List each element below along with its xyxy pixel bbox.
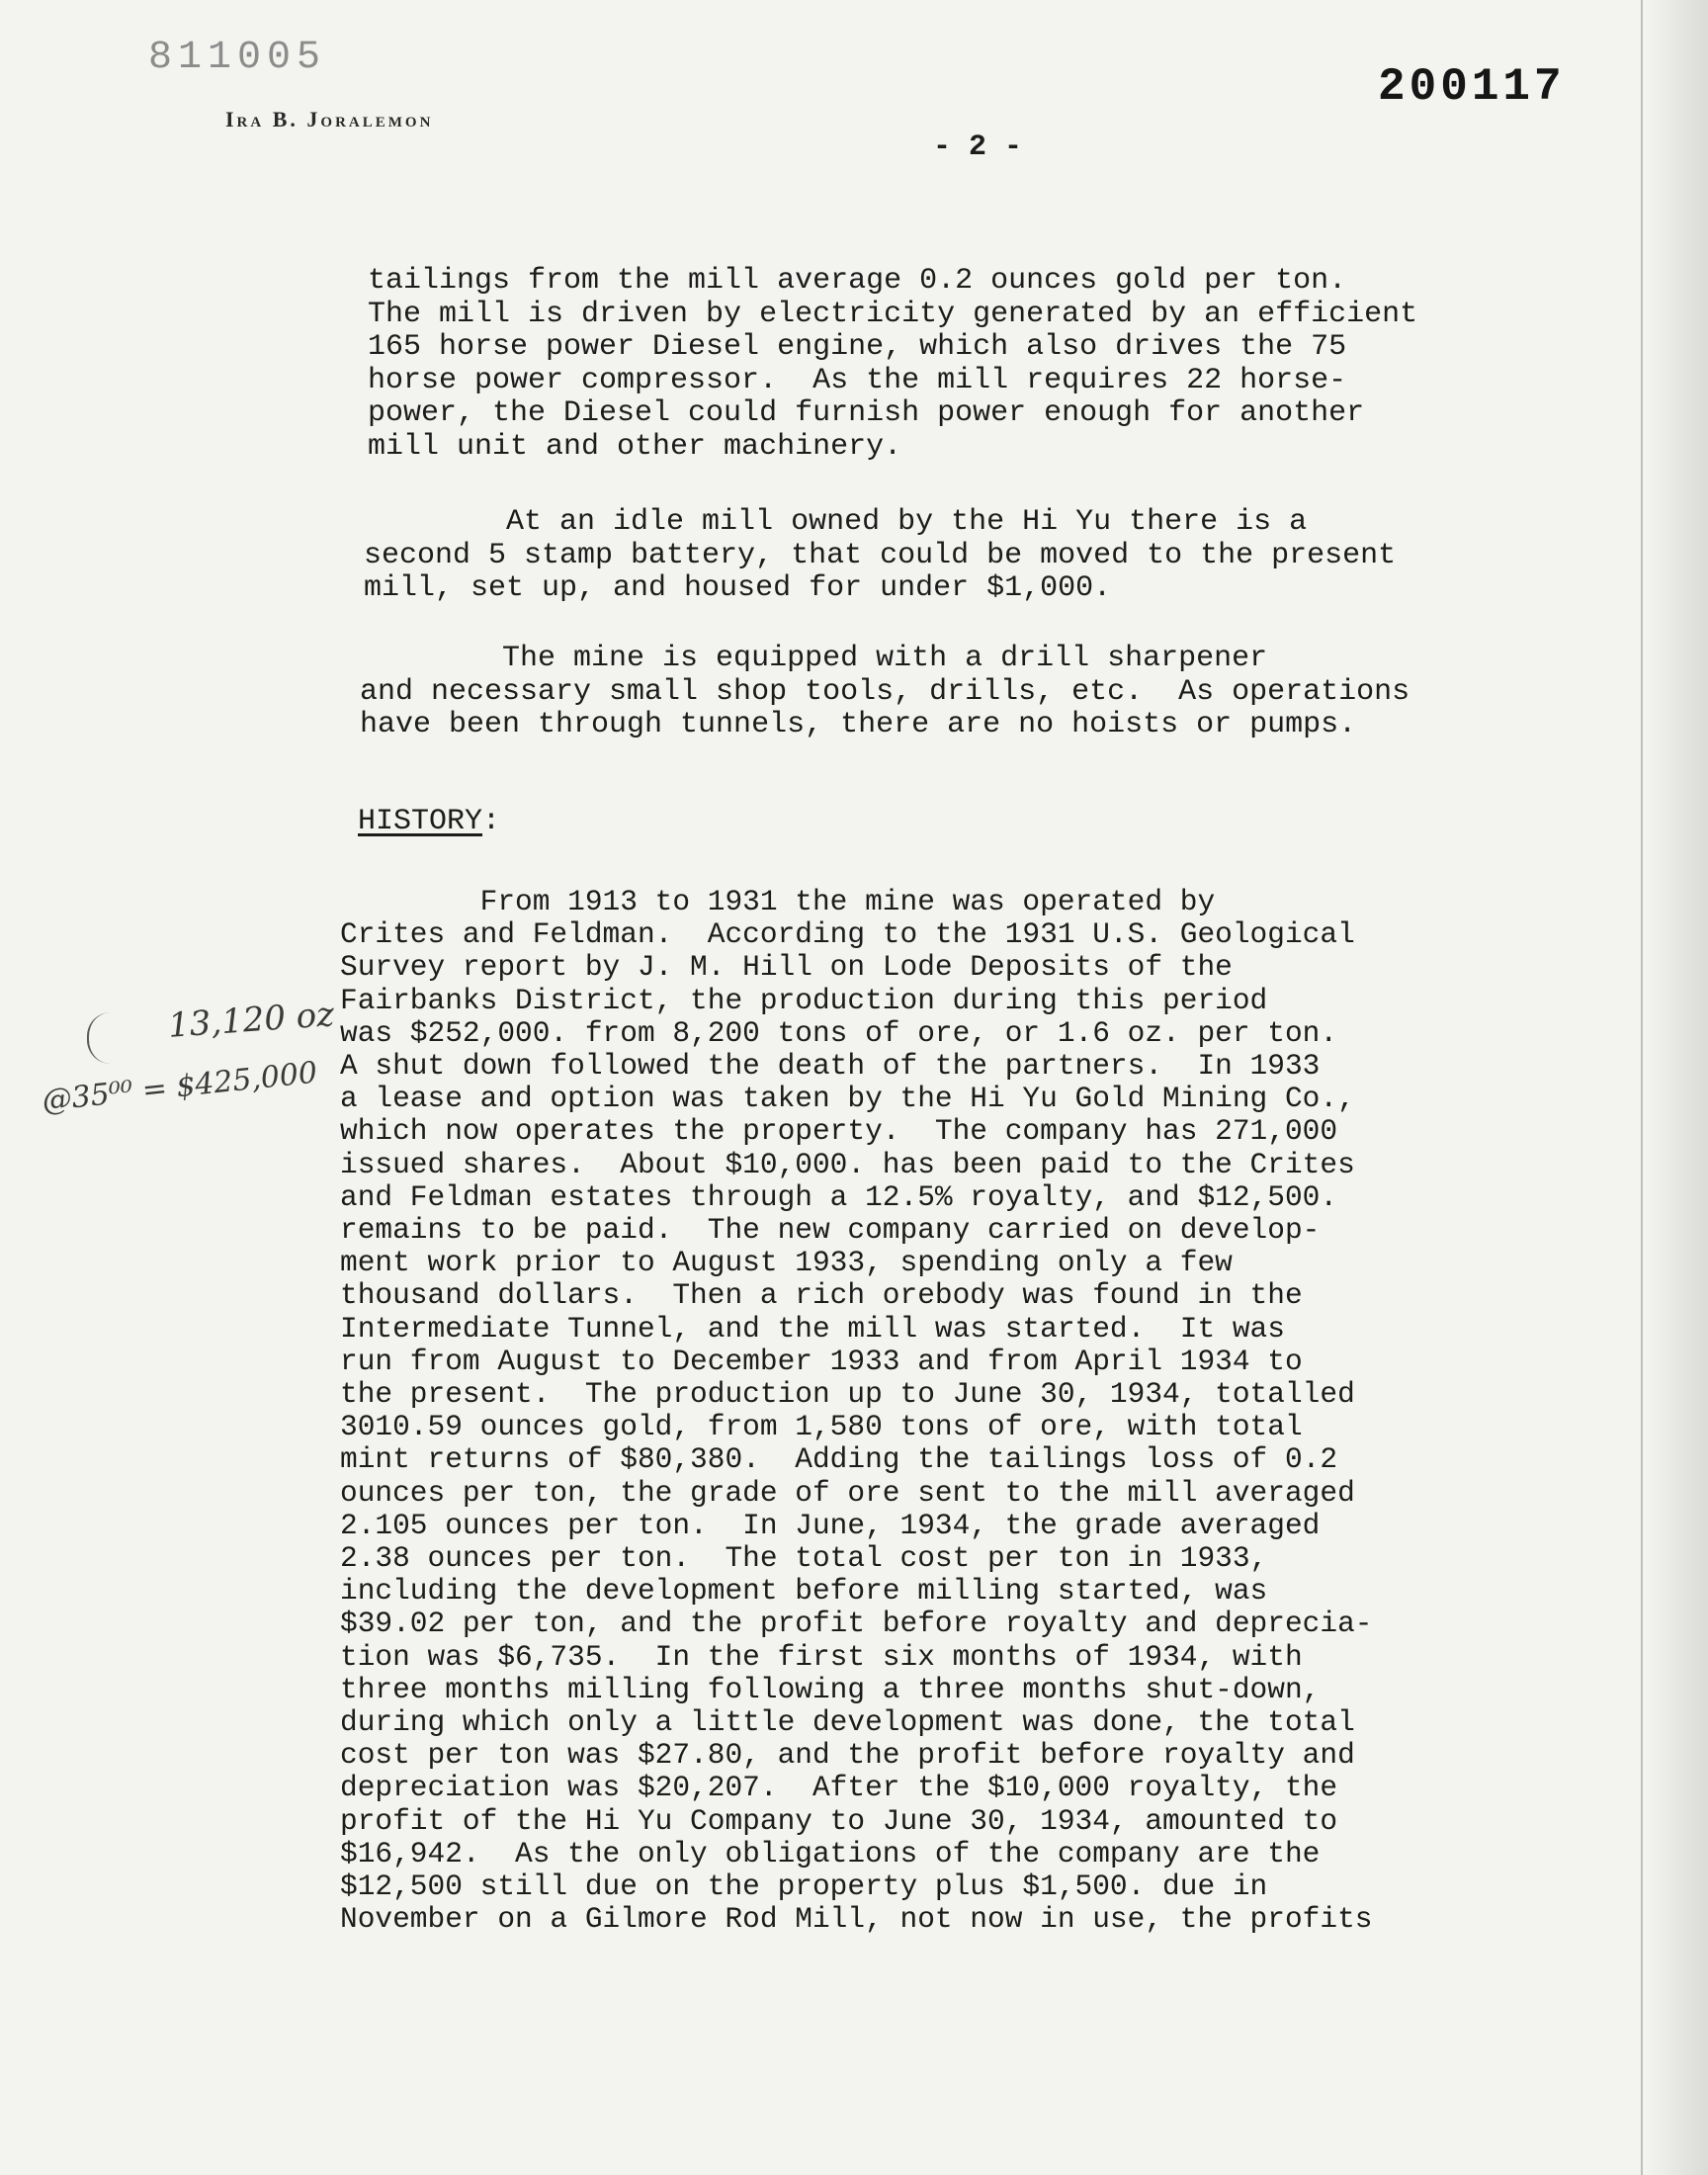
- history-heading-text: HISTORY: [358, 805, 483, 838]
- author-letterhead: Ira B. Joralemon: [225, 107, 434, 131]
- paragraph-history: From 1913 to 1931 the mine was operated by Crites and Feldman. According to the 1931 U.S. Geological Survey report by J. M. Hill on Lode Deposits of the Fairbanks District, the production during this period was $252,000. from 8,200 tons of ore, or 1.6 oz. per ton. A shut down followed the death of the partners. In 1933 a lease and option was taken by the Hi Yu Gold Mining Co., which now operates the property. The company has 271,000 issued shares. About $10,000. has been paid to the Crites and Feldman estates through a 12.5% royalty, and $12,500. remains to be paid. The new company carried on develop- ment work prior to August 1933, spending only a few thousand dollars. Then a rich orebody was found in the Intermediate Tunnel, and the mill was started. It was run from August to December 1933 and from April 1934 to the present. The production up to June 30, 1934, totalled 3010.59 ounces gold, from 1,580 tons of ore, with total mint returns of $80,380. Adding the tailings loss of 0.2 ounces per ton, the grade of ore sent to the mill averaged 2.105 ounces per ton. In June, 1934, the grade averaged 2.38 ounces per ton. The total cost per ton in 1933, including the development before milling started, was $39.02 per ton, and the profit before royalty and deprecia- tion was $6,735. In the first six months of 1934, with three months milling following a three months shut-down, during which only a little development was done, the total cost per ton was $27.80, and the profit before royalty and depreciation was $20,207. After the $10,000 royalty, the profit of the Hi Yu Company to June 30, 1934, amounted to $16,942. As the only obligations of the company are the $12,500 still due on the property plus $1,500. due in November on a Gilmore Rod Mill, not now in use, the profits: [340, 885, 1373, 1937]
- document-number: 200117: [1378, 61, 1566, 113]
- paragraph-mine-equipment: The mine is equipped with a drill sharpener and necessary small shop tools, drills, etc. As operations have been through tunnels, there are no hoists or pumps.: [360, 642, 1410, 741]
- paragraph-mill-power: tailings from the mill average 0.2 ounces gold per ton. The mill is driven by electricity generated by an efficient 165 horse power Diesel engine, which also drives the 75 horse power compressor. As the mill requires 22 horse- power, the Diesel could furnish power enough for another mill unit and other machinery.: [368, 264, 1418, 464]
- paragraph-idle-mill: At an idle mill owned by the Hi Yu there is a second 5 stamp battery, that could be moved to the present mill, set up, and housed for under $1,000.: [364, 505, 1397, 605]
- margin-note-value: @35⁰⁰ = $425,000: [40, 1055, 319, 1119]
- history-heading: [358, 805, 500, 838]
- margin-bracket-mark: [87, 1012, 111, 1064]
- margin-note-ounces: 13,120 oz: [166, 995, 336, 1046]
- archive-stamp-number: 811005: [148, 36, 327, 80]
- page-number: - 2 -: [933, 130, 1023, 164]
- history-heading-colon: :: [482, 805, 501, 838]
- scan-edge-line: [1641, 0, 1643, 2175]
